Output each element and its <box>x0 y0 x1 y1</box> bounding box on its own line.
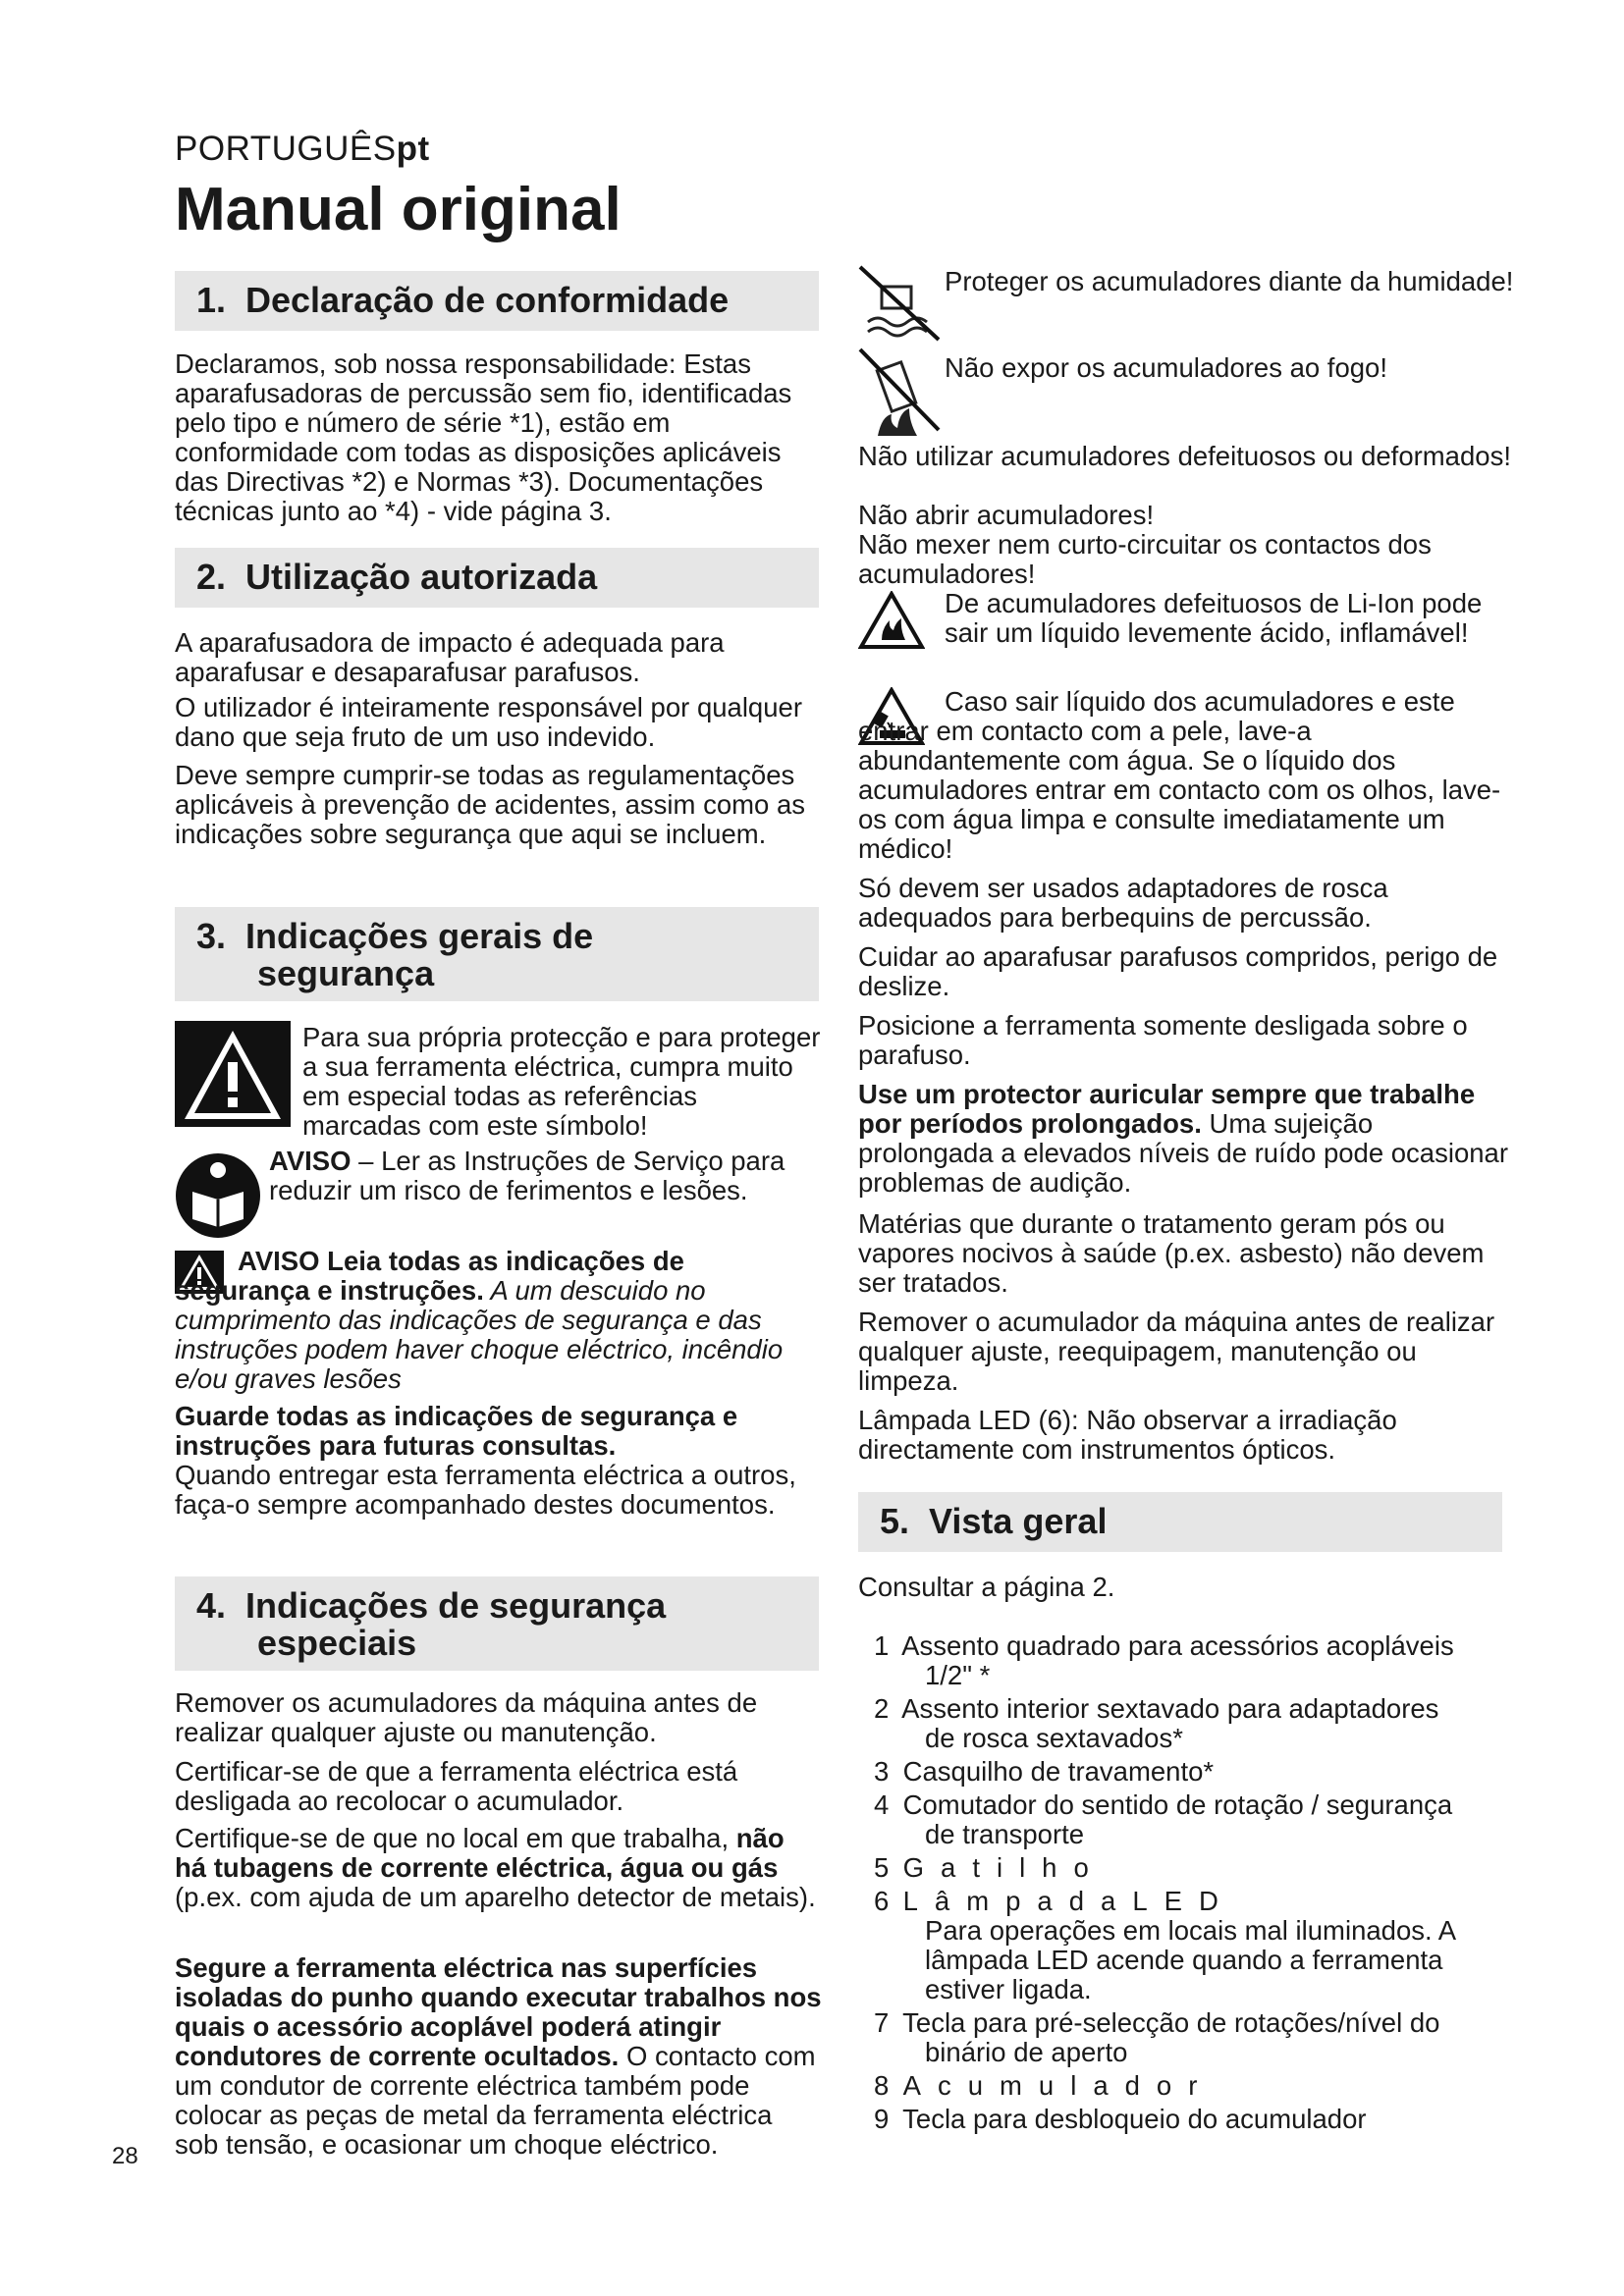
dust-text: Matérias que durante o tratamento geram pós ou vapores nocivos à saúde (p.ex. asbesto) não devem ser tratados. <box>858 1208 1485 1298</box>
list-item: 4 Comutador do sentido de rotação / segurança de transporte <box>874 1789 1453 1849</box>
long-text: Cuidar ao aparafusar parafusos compridos, perigo de deslize. <box>858 941 1498 1001</box>
flammable-icon <box>858 591 925 655</box>
right-p2: Não abrir acumuladores! <box>858 500 1155 530</box>
page-title: Manual original <box>175 176 622 243</box>
list-item: 3 Casquilho de travamento* <box>874 1756 1215 1787</box>
list-item: 9 Tecla para desbloqueio do acumulador <box>874 2104 1367 2134</box>
list-item: 7 Tecla para pré-selecção de rotações/nível do binário de aperto <box>874 2007 1440 2067</box>
section-3-warn-text: Para sua própria protecção e para proteger a sua ferramenta eléctrica, cumpra muito em especial todas as referências marcadas com este símbolo! <box>302 1022 821 1141</box>
led-text: Lâmpada LED (6): Não observar a irradiação directamente com instrumentos ópticos. <box>858 1405 1397 1465</box>
list-item: 6 LâmpadaLED Para operações em locais mal iluminados. A lâmpada LED acende quando a ferramenta estiver ligada. <box>874 1886 1455 2004</box>
read-manual-icon <box>175 1152 261 1244</box>
list-item: 1 Assento quadrado para acessórios acopláveis 1/2" * <box>874 1630 1454 1690</box>
section-4-p2: Certificar-se de que a ferramenta eléctrica está desligada ao recolocar o acumulador. <box>175 1756 738 1816</box>
overview-list <box>874 1631 1512 2138</box>
remove-text: Remover o acumulador da máquina antes de realizar qualquer ajuste, reequipagem, manutenção ou limpeza. <box>858 1307 1495 1396</box>
section-4-p3: Certifique-se de que no local em que trabalha, não há tubagens de corrente eléctrica, água ou gás (p.ex. com ajuda de um aparelho detector de metais). <box>175 1823 816 1912</box>
list-item: 8 Acumulador <box>874 2070 1215 2101</box>
language-label: PORTUGUÊSpt <box>175 130 430 168</box>
section-4-p1: Remover os acumuladores da máquina antes de realizar qualquer ajuste ou manutenção. <box>175 1687 758 1747</box>
humidity-text: Proteger os acumuladores diante da humidade! <box>945 266 1514 296</box>
warning-icon <box>175 1021 291 1132</box>
section-3-heading: 3. Indicações gerais de segurança <box>175 907 819 1001</box>
section-1-body: Declaramos, sob nossa responsabilidade: Estas aparafusadoras de percussão sem fio, identificadas pelo tipo e número de série *1), estão em conformidade com todas as disposições aplicáveis das Directivas *2) e Normas *3). Documentações técnicas junto ao *4) - vide página 3. <box>175 348 792 526</box>
section-1-heading: 1. Declaração de conformidade <box>175 271 819 331</box>
section-4-p4: Segure a ferramenta eléctrica nas superfícies isoladas do punho quando executar trabalhos nos quais o acessório acoplável poderá atingir condutores de corrente ocultados. O contacto com um condutor de corrente eléctrica também pode colocar as peças de metal da ferramenta eléctrica sob tensão, e ocasionar um choque eléctrico. <box>175 1952 822 2160</box>
list-item: 5 Gatilho <box>874 1852 1106 1883</box>
section-5-heading: 5. Vista geral <box>858 1492 1502 1552</box>
section-3-aviso: AVISO – Ler as Instruções de Serviço para reduzir um risco de ferimentos e lesões. <box>269 1146 785 1205</box>
section-5-intro: Consultar a página 2. <box>858 1572 1115 1602</box>
liquid-text: Caso sair líquido dos acumuladores e este entrar em contacto com a pele, lave-a abundantemente com água. Se o líquido dos acumuladores entrar em contacto com os olhos, lave-os com água limpa e consulte imediatamente um médico! <box>858 686 1501 864</box>
section-2-p3: Deve sempre cumprir-se todas as regulamentações aplicáveis à prevenção de acidentes, assim como as indicações sobre segurança que aqui se incluem. <box>175 760 806 849</box>
section-4-heading: 4. Indicações de segurança especiais <box>175 1576 819 1671</box>
adapt-text: Só devem ser usados adaptadores de rosca adequados para berbequins de percussão. <box>858 873 1388 933</box>
no-water-icon <box>858 263 941 348</box>
section-2-p2: O utilizador é inteiramente responsável por qualquer dano que seja fruto de um uso indevido. <box>175 692 802 752</box>
ear-text: Use um protector auricular sempre que trabalhe por períodos prolongados. Uma sujeição prolongada a elevados níveis de ruído pode ocasionar problemas de audição. <box>858 1079 1509 1198</box>
liion-text: De acumuladores defeituosos de Li-Ion pode sair um líquido levemente ácido, inflamável! <box>945 588 1483 648</box>
section-2-heading: 2. Utilização autorizada <box>175 548 819 608</box>
list-item: 2 Assento interior sextavado para adaptadores de rosca sextavados* <box>874 1693 1439 1753</box>
no-fire-icon <box>858 346 941 445</box>
fire-text: Não expor os acumuladores ao fogo! <box>945 352 1387 383</box>
page-number: 28 <box>112 2143 138 2169</box>
right-p1: Não utilizar acumuladores defeituosos ou deformados! <box>858 441 1511 471</box>
right-p3: Não mexer nem curto-circuitar os contactos dos acumuladores! <box>858 529 1432 589</box>
section-2-p1: A aparafusadora de impacto é adequada para aparafusar e desaparafusar parafusos. <box>175 627 725 687</box>
section-3-aviso2: AVISO Leia todas as indicações de segurança e instruções. A um descuido no cumprimento das indicações de segurança e das instruções podem haver choque eléctrico, incêndio e/ou graves lesões <box>175 1246 784 1394</box>
section-3-keep: Guarde todas as indicações de segurança e instruções para futuras consultas. Quando entregar esta ferramenta eléctrica a outros, faça-o sempre acompanhado destes documentos. <box>175 1401 796 1520</box>
place-text: Posicione a ferramenta somente desligada sobre o parafuso. <box>858 1010 1468 1070</box>
